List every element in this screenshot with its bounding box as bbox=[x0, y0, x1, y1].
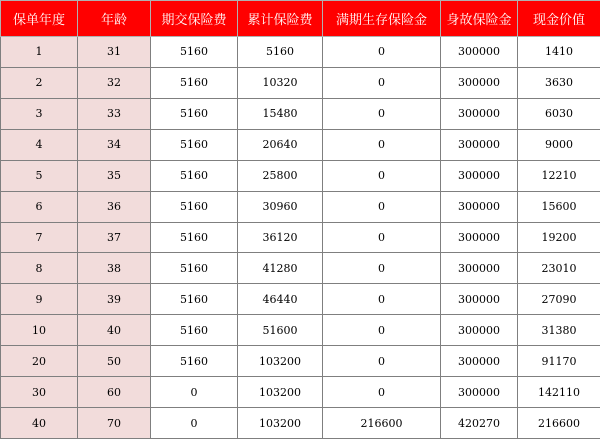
cell-cumulative-premium: 41280 bbox=[238, 253, 323, 284]
header-cash-value: 现金价值 bbox=[518, 1, 600, 37]
table-header-row bbox=[1, 1, 600, 37]
cell-death-benefit: 300000 bbox=[441, 284, 518, 315]
cell-policy-year: 10 bbox=[1, 315, 78, 346]
cell-cumulative-premium: 15480 bbox=[238, 98, 323, 129]
cell-death-benefit: 420270 bbox=[441, 408, 518, 439]
cell-premium: 5160 bbox=[151, 346, 238, 377]
cell-age: 70 bbox=[78, 408, 151, 439]
cell-cash-value: 12210 bbox=[518, 160, 600, 191]
table-row bbox=[1, 37, 600, 68]
cell-cash-value: 27090 bbox=[518, 284, 600, 315]
cell-policy-year: 20 bbox=[1, 346, 78, 377]
header-maturity-benefit: 满期生存保险金 bbox=[323, 1, 441, 37]
cell-premium: 5160 bbox=[151, 253, 238, 284]
cell-policy-year: 1 bbox=[1, 37, 78, 68]
cell-cash-value: 3630 bbox=[518, 67, 600, 98]
table-row bbox=[1, 408, 600, 439]
cell-cumulative-premium: 10320 bbox=[238, 67, 323, 98]
cell-policy-year: 7 bbox=[1, 222, 78, 253]
cell-cash-value: 19200 bbox=[518, 222, 600, 253]
table-row bbox=[1, 129, 600, 160]
cell-age: 40 bbox=[78, 315, 151, 346]
table-row bbox=[1, 284, 600, 315]
cell-cash-value: 15600 bbox=[518, 191, 600, 222]
cell-maturity-benefit: 0 bbox=[323, 346, 441, 377]
table-row bbox=[1, 315, 600, 346]
cell-policy-year: 9 bbox=[1, 284, 78, 315]
cell-maturity-benefit: 0 bbox=[323, 98, 441, 129]
cell-cash-value: 216600 bbox=[518, 408, 600, 439]
cell-death-benefit: 300000 bbox=[441, 129, 518, 160]
table-row bbox=[1, 377, 600, 408]
cell-premium: 5160 bbox=[151, 98, 238, 129]
cell-cumulative-premium: 46440 bbox=[238, 284, 323, 315]
cell-cash-value: 1410 bbox=[518, 37, 600, 68]
cell-maturity-benefit: 0 bbox=[323, 315, 441, 346]
header-death-benefit: 身故保险金 bbox=[441, 1, 518, 37]
cell-policy-year: 8 bbox=[1, 253, 78, 284]
cell-cash-value: 9000 bbox=[518, 129, 600, 160]
cell-maturity-benefit: 0 bbox=[323, 37, 441, 68]
cell-maturity-benefit: 0 bbox=[323, 253, 441, 284]
cell-death-benefit: 300000 bbox=[441, 377, 518, 408]
cell-premium: 5160 bbox=[151, 284, 238, 315]
cell-death-benefit: 300000 bbox=[441, 253, 518, 284]
cell-death-benefit: 300000 bbox=[441, 346, 518, 377]
cell-cumulative-premium: 30960 bbox=[238, 191, 323, 222]
cell-policy-year: 5 bbox=[1, 160, 78, 191]
cell-policy-year: 2 bbox=[1, 67, 78, 98]
cell-premium: 5160 bbox=[151, 129, 238, 160]
cell-death-benefit: 300000 bbox=[441, 37, 518, 68]
cell-age: 38 bbox=[78, 253, 151, 284]
header-cumulative-premium: 累计保险费 bbox=[238, 1, 323, 37]
cell-premium: 5160 bbox=[151, 222, 238, 253]
cell-policy-year: 40 bbox=[1, 408, 78, 439]
cell-cumulative-premium: 20640 bbox=[238, 129, 323, 160]
cell-maturity-benefit: 0 bbox=[323, 284, 441, 315]
table-row bbox=[1, 222, 600, 253]
cell-cumulative-premium: 103200 bbox=[238, 377, 323, 408]
cell-death-benefit: 300000 bbox=[441, 67, 518, 98]
header-age: 年龄 bbox=[78, 1, 151, 37]
cell-age: 39 bbox=[78, 284, 151, 315]
cell-death-benefit: 300000 bbox=[441, 222, 518, 253]
header-policy-year: 保单年度 bbox=[1, 1, 78, 37]
cell-cash-value: 91170 bbox=[518, 346, 600, 377]
cell-age: 31 bbox=[78, 37, 151, 68]
cell-cash-value: 142110 bbox=[518, 377, 600, 408]
header-premium: 期交保险费 bbox=[151, 1, 238, 37]
cell-premium: 5160 bbox=[151, 67, 238, 98]
cell-maturity-benefit: 0 bbox=[323, 377, 441, 408]
cell-age: 34 bbox=[78, 129, 151, 160]
cell-maturity-benefit: 0 bbox=[323, 160, 441, 191]
cell-policy-year: 4 bbox=[1, 129, 78, 160]
cell-cumulative-premium: 25800 bbox=[238, 160, 323, 191]
cell-cumulative-premium: 51600 bbox=[238, 315, 323, 346]
cell-cumulative-premium: 5160 bbox=[238, 37, 323, 68]
cell-age: 35 bbox=[78, 160, 151, 191]
cell-premium: 0 bbox=[151, 408, 238, 439]
cell-cumulative-premium: 103200 bbox=[238, 408, 323, 439]
cell-age: 60 bbox=[78, 377, 151, 408]
cell-maturity-benefit: 0 bbox=[323, 222, 441, 253]
cell-cash-value: 6030 bbox=[518, 98, 600, 129]
cell-premium: 5160 bbox=[151, 191, 238, 222]
cell-death-benefit: 300000 bbox=[441, 160, 518, 191]
cell-age: 37 bbox=[78, 222, 151, 253]
cell-premium: 5160 bbox=[151, 315, 238, 346]
cell-cumulative-premium: 103200 bbox=[238, 346, 323, 377]
table-row bbox=[1, 67, 600, 98]
table-row bbox=[1, 346, 600, 377]
cell-age: 50 bbox=[78, 346, 151, 377]
cell-premium: 0 bbox=[151, 377, 238, 408]
table-row bbox=[1, 191, 600, 222]
cell-maturity-benefit: 0 bbox=[323, 191, 441, 222]
cell-policy-year: 6 bbox=[1, 191, 78, 222]
table-body bbox=[1, 37, 600, 439]
cell-maturity-benefit: 0 bbox=[323, 67, 441, 98]
cell-age: 36 bbox=[78, 191, 151, 222]
cell-premium: 5160 bbox=[151, 37, 238, 68]
cell-maturity-benefit: 216600 bbox=[323, 408, 441, 439]
cell-age: 33 bbox=[78, 98, 151, 129]
cell-death-benefit: 300000 bbox=[441, 191, 518, 222]
table-row bbox=[1, 160, 600, 191]
cell-cash-value: 23010 bbox=[518, 253, 600, 284]
cell-death-benefit: 300000 bbox=[441, 315, 518, 346]
cell-cash-value: 31380 bbox=[518, 315, 600, 346]
cell-policy-year: 3 bbox=[1, 98, 78, 129]
cell-age: 32 bbox=[78, 67, 151, 98]
cell-premium: 5160 bbox=[151, 160, 238, 191]
cell-policy-year: 30 bbox=[1, 377, 78, 408]
cell-cumulative-premium: 36120 bbox=[238, 222, 323, 253]
cell-death-benefit: 300000 bbox=[441, 98, 518, 129]
table-row bbox=[1, 253, 600, 284]
table-row bbox=[1, 98, 600, 129]
cell-maturity-benefit: 0 bbox=[323, 129, 441, 160]
